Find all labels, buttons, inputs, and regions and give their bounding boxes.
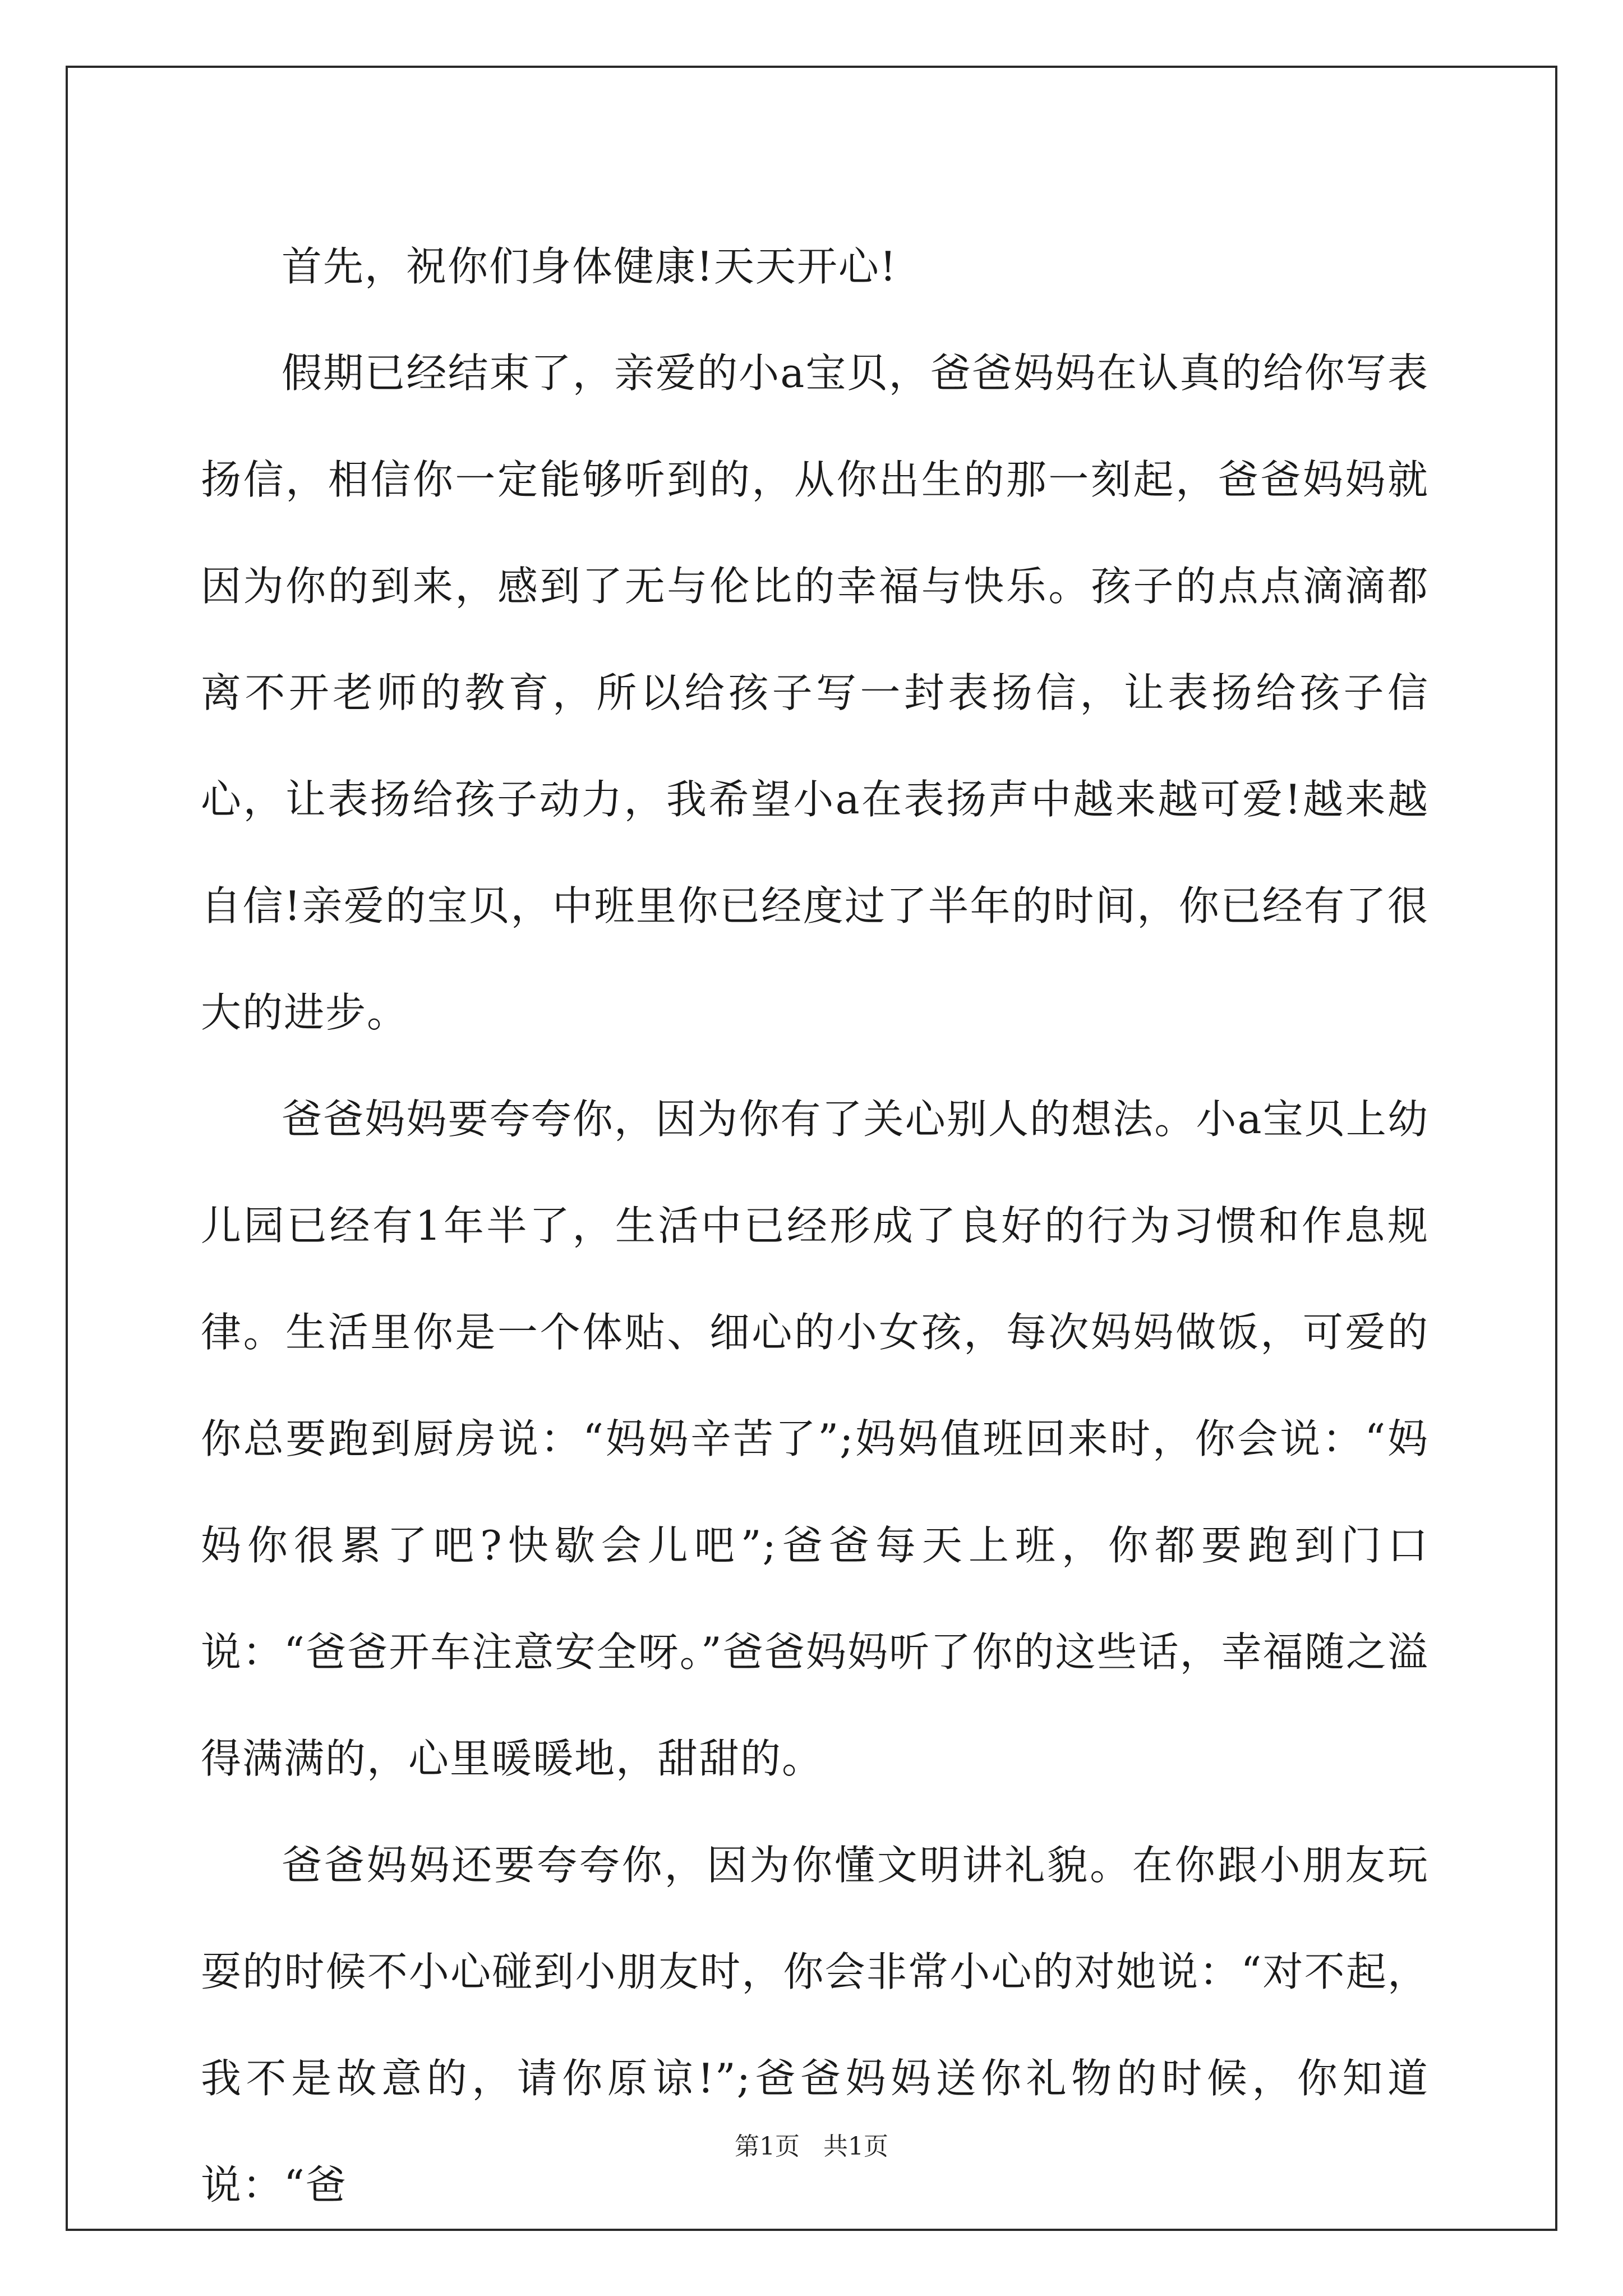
paragraph-politeness: 爸爸妈妈还要夸夸你，因为你懂文明讲礼貌。在你跟小朋友玩耍的时候不小心碰到小朋友时，你会非常小心的对她说：“对不起，我不是故意的，请你原谅!”;爸爸妈妈送你礼物的时候，你知道说：“爸 xyxy=(201,1842,1429,2208)
page-number-footer: 第1页 共1页 xyxy=(735,2132,888,2161)
paragraph-caring: 爸爸妈妈要夸夸你，因为你有了关心别人的想法。小a宝贝上幼儿园已经有1年半了，生活中已经形成了良好的行为习惯和作息规律。生活里你是一个体贴、细心的小女孩，每次妈妈做饭，可爱的你总要跑到厨房说：“妈妈辛苦了”;妈妈值班回来时，你会说：“妈妈你很累了吧?快歇会儿吧”;爸爸每天上班，你都要跑到门口说：“爸爸开车注意安全呀。”爸爸妈妈听了你的这些话，幸福随之溢得满满的，心里暖暖地，甜甜的。 xyxy=(201,1096,1429,1782)
paragraph-greeting: 首先，祝你们身体健康!天天开心! xyxy=(282,243,897,290)
document-body xyxy=(201,213,1429,2238)
paragraph-intro: 假期已经结束了，亲爱的小a宝贝，爸爸妈妈在认真的给你写表扬信，相信你一定能够听到的，从你出生的那一刻起，爸爸妈妈就因为你的到来，感到了无与伦比的幸福与快乐。孩子的点点滴滴都离不开老师的教育，所以给孩子写一封表扬信，让表扬给孩子信心，让表扬给孩子动力，我希望小a在表扬声中越来越可爱!越来越自信!亲爱的宝贝，中班里你已经度过了半年的时间，你已经有了很大的进步。 xyxy=(201,349,1429,1036)
